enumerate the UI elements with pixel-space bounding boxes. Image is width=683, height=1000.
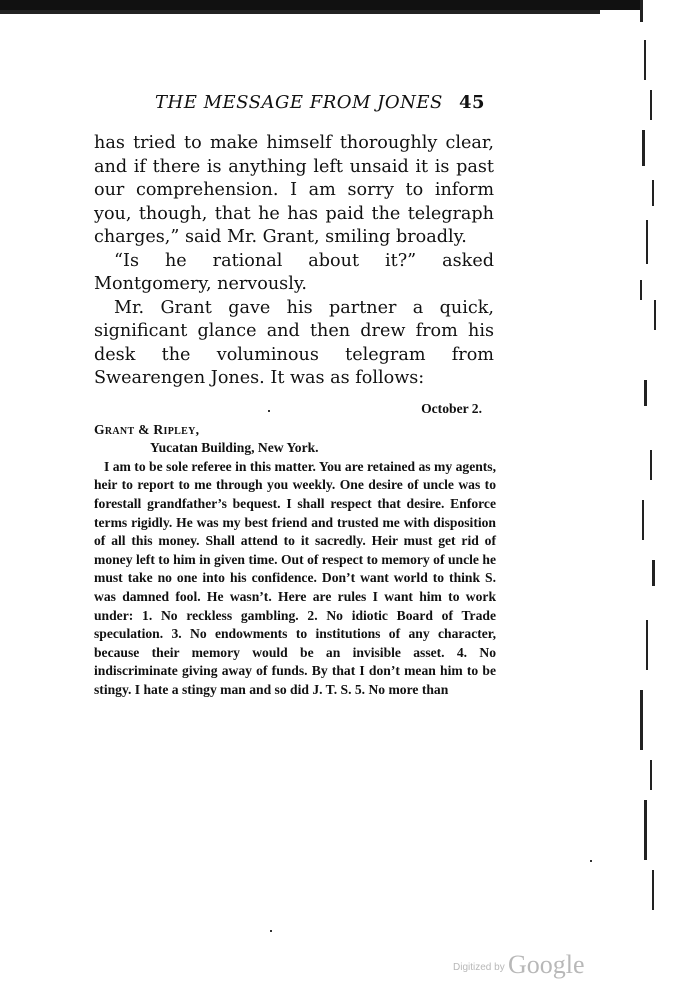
telegram-date: October 2. [421, 401, 482, 416]
running-header [155, 92, 485, 118]
body-text [94, 132, 494, 391]
telegram-message [94, 458, 496, 700]
google-logo: Google [508, 950, 585, 979]
telegram-message-text: I am to be sole referee in this matter. You are retained as my agents, heir to report to me through you weekly. One desire of uncle was to forestall grandfather’s bequest. I shall respect that desire. Enforce terms rigidly. He was my best friend and trusted me with disposition of all this money. Shall attend to it sacredly. Heir must get rid of money left to him in given time. Out of respect to memory of uncle he must take no one into his confidence. Don’t want world to think S. was damned fool. He wasn’t. Here are rules I want him to work under: 1. No reckless gambling. 2. No idiotic Board of Trade speculation. 3. No endowments to institutions of any character, because their memory would be an invisible asset. 4. No indiscriminate giving away of funds. By that I don’t mean him to be stingy. I hate a stingy man and so did J. T. S. 5. No more than [94, 458, 496, 697]
digitized-by-google-watermark [453, 950, 603, 980]
telegram [94, 400, 496, 700]
scan-right-edge-marks [630, 0, 683, 930]
telegram-addressee [94, 421, 496, 440]
page-number: 45 [458, 92, 485, 113]
scan-top-edge-shadow [0, 10, 600, 14]
paragraph: has tried to make himself thoroughly clear, and if there is anything left unsaid it is past our comprehension. I am sorry to inform you, though, that he has paid the telegraph charges,” said Mr. Grant, smiling broadly. [94, 133, 494, 247]
paragraph: Mr. Grant gave his partner a quick, significant glance and then drew from his desk the voluminous telegram from Swearengen Jones. It was as follows: [94, 297, 494, 388]
paragraph: “Is he rational about it?” asked Montgomery, nervously. [94, 250, 494, 294]
running-title: THE MESSAGE FROM JONES [155, 92, 443, 113]
scan-top-edge [0, 0, 640, 10]
telegram-building: Yucatan Building, New York. [150, 440, 319, 456]
watermark-prefix: Digitized by [453, 962, 505, 973]
addressee-name: Grant & Ripley, [94, 421, 200, 437]
